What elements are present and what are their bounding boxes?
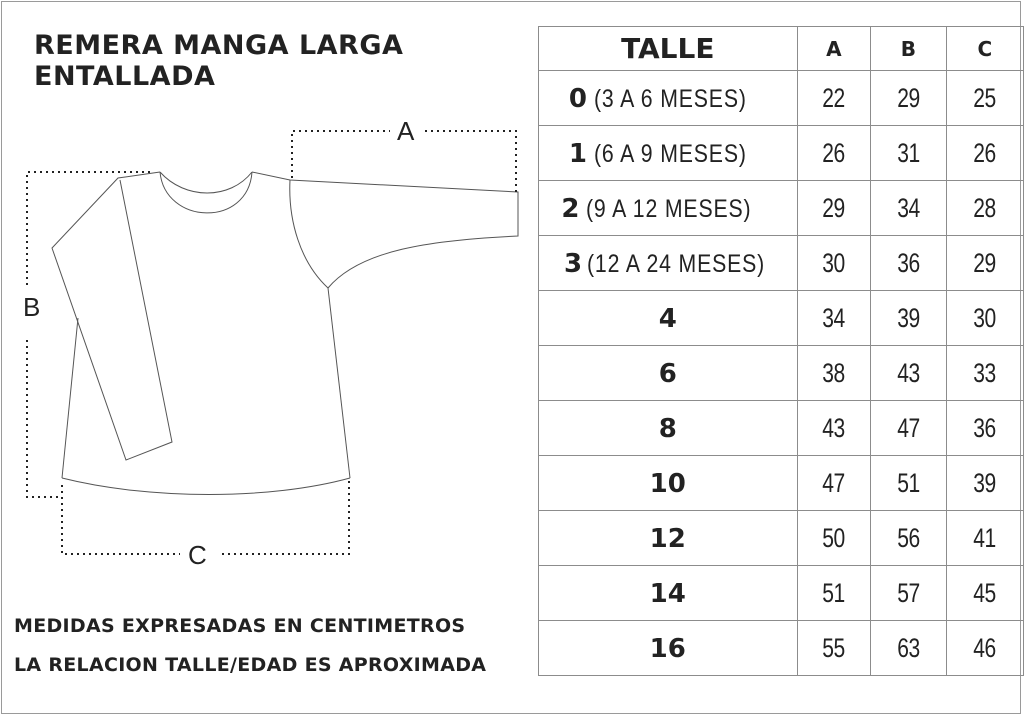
talle-cell xyxy=(539,401,798,456)
value-b: 43 xyxy=(871,346,946,401)
value-a: 51 xyxy=(797,566,871,621)
table-row xyxy=(539,621,1024,676)
table-row xyxy=(539,401,1024,456)
value-c: 33 xyxy=(946,346,1023,401)
relation-note: LA RELACION TALLE/EDAD ES APROXIMADA xyxy=(14,654,487,676)
value-a: 30 xyxy=(797,236,871,291)
talle-cell xyxy=(539,291,798,346)
table-row xyxy=(539,126,1024,181)
talle-age: (9 A 12 MESES) xyxy=(586,194,752,223)
talle-age: (6 A 9 MESES) xyxy=(593,139,747,168)
value-c: 25 xyxy=(946,71,1023,126)
value-c: 30 xyxy=(946,291,1023,346)
dimension-a-label: A xyxy=(397,116,415,146)
talle-number: 8 xyxy=(658,413,677,444)
header-c: C xyxy=(946,27,1023,71)
value-c: 29 xyxy=(946,236,1023,291)
value-c: 39 xyxy=(946,456,1023,511)
title-line-2: ENTALLADA xyxy=(34,61,216,92)
value-b: 57 xyxy=(871,566,946,621)
table-row xyxy=(539,71,1024,126)
talle-number: 1 xyxy=(568,138,587,169)
value-a: 47 xyxy=(797,456,871,511)
talle-cell xyxy=(539,346,798,401)
talle-number: 2 xyxy=(561,193,580,224)
talle-number: 16 xyxy=(649,633,686,664)
talle-number: 6 xyxy=(658,358,677,389)
units-note: MEDIDAS EXPRESADAS EN CENTIMETROS xyxy=(14,615,466,637)
table-row xyxy=(539,236,1024,291)
long-sleeve-shirt-icon xyxy=(0,0,540,580)
value-a: 43 xyxy=(797,401,871,456)
talle-cell xyxy=(539,456,798,511)
table-row xyxy=(539,511,1024,566)
talle-age: (3 A 6 MESES) xyxy=(593,84,747,113)
talle-age: (12 A 24 MESES) xyxy=(587,249,766,278)
value-b: 56 xyxy=(871,511,946,566)
header-talle: TALLE xyxy=(539,27,798,71)
value-c: 46 xyxy=(946,621,1023,676)
size-table xyxy=(538,26,1024,676)
value-b: 29 xyxy=(871,71,946,126)
value-a: 38 xyxy=(797,346,871,401)
talle-cell xyxy=(539,126,798,181)
dimension-b-label: B xyxy=(23,292,41,322)
table-row xyxy=(539,456,1024,511)
header-a: A xyxy=(797,27,871,71)
value-c: 28 xyxy=(946,181,1023,236)
value-a: 34 xyxy=(797,291,871,346)
value-a: 50 xyxy=(797,511,871,566)
talle-number: 3 xyxy=(563,248,583,279)
talle-cell xyxy=(539,71,798,126)
dimension-c-label: C xyxy=(188,540,207,570)
talle-cell xyxy=(539,566,798,621)
value-b: 51 xyxy=(871,456,946,511)
table-row xyxy=(539,566,1024,621)
talle-cell xyxy=(539,511,798,566)
size-table-header xyxy=(539,27,1024,71)
value-c: 36 xyxy=(946,401,1023,456)
value-c: 26 xyxy=(946,126,1023,181)
value-b: 31 xyxy=(871,126,946,181)
table-row xyxy=(539,291,1024,346)
value-c: 45 xyxy=(946,566,1023,621)
talle-number: 12 xyxy=(649,523,686,554)
talle-cell xyxy=(539,621,798,676)
title-line-1: REMERA MANGA LARGA xyxy=(34,30,404,61)
talle-number: 0 xyxy=(568,83,587,114)
value-a: 55 xyxy=(797,621,871,676)
table-row xyxy=(539,181,1024,236)
value-b: 47 xyxy=(871,401,946,456)
talle-number: 10 xyxy=(649,468,686,499)
talle-number: 14 xyxy=(649,578,686,609)
value-b: 39 xyxy=(871,291,946,346)
value-a: 22 xyxy=(797,71,871,126)
value-b: 36 xyxy=(871,236,946,291)
talle-number: 4 xyxy=(658,303,677,334)
value-b: 63 xyxy=(871,621,946,676)
value-c: 41 xyxy=(946,511,1023,566)
table-row xyxy=(539,346,1024,401)
value-a: 26 xyxy=(797,126,871,181)
talle-cell xyxy=(539,236,798,291)
value-b: 34 xyxy=(871,181,946,236)
value-a: 29 xyxy=(797,181,871,236)
header-b: B xyxy=(871,27,946,71)
talle-cell xyxy=(539,181,798,236)
